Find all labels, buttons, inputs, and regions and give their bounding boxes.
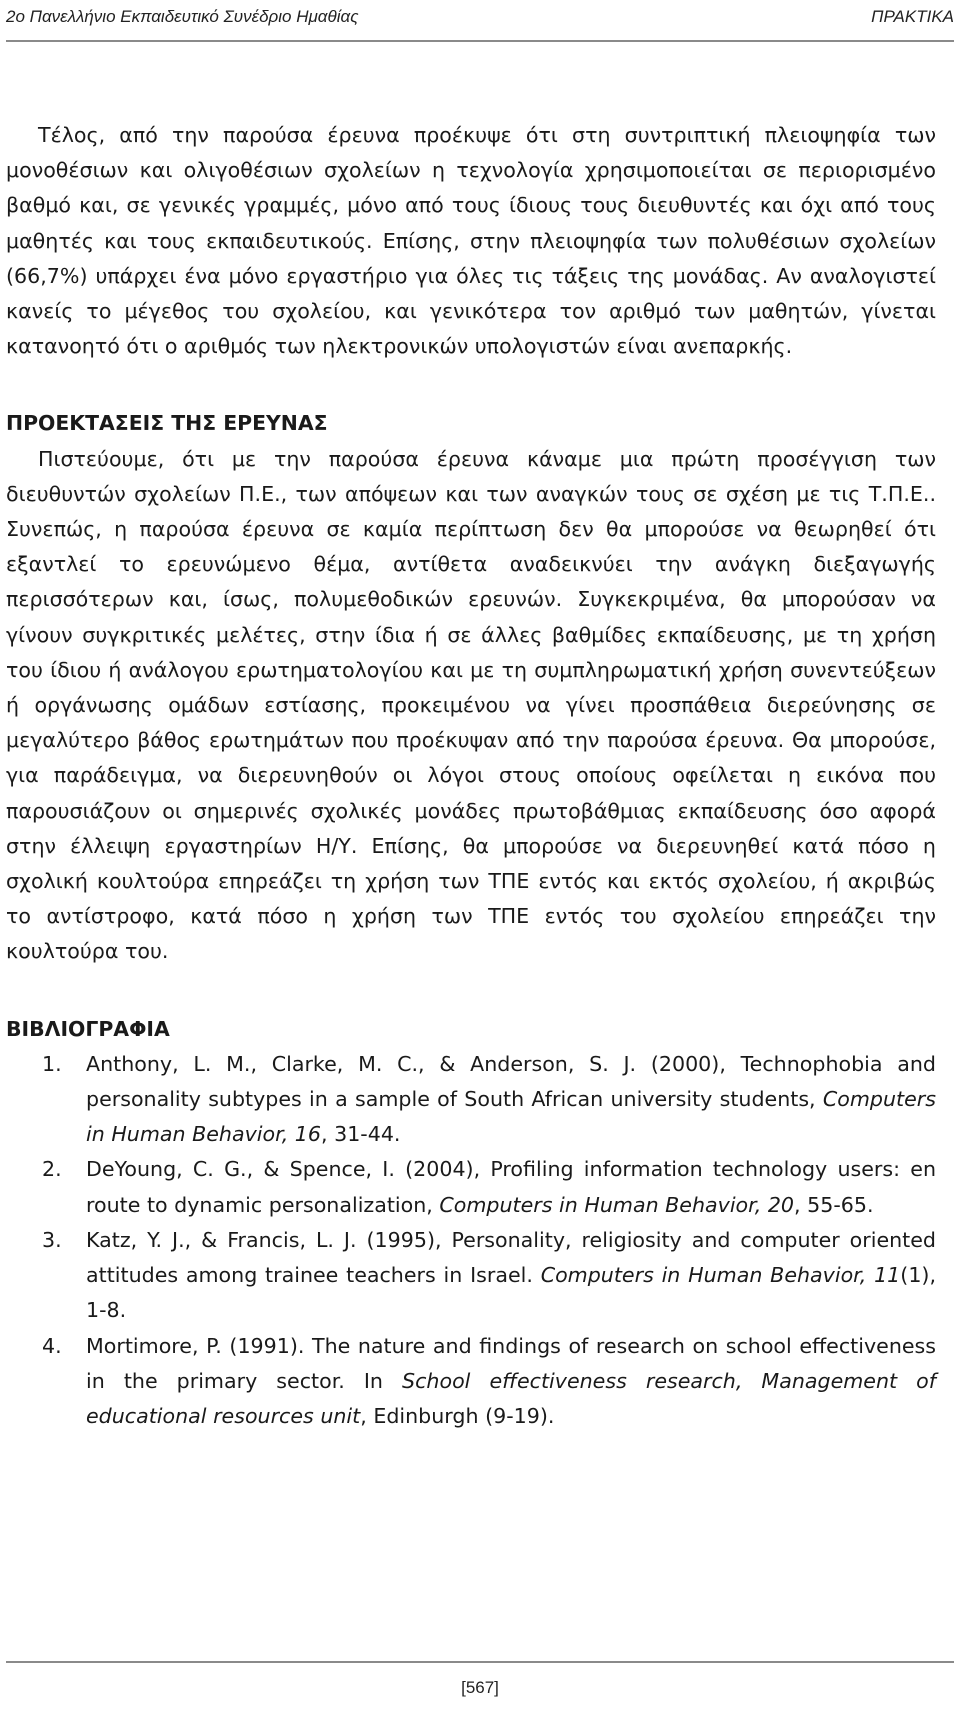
header-section-label: ΠΡΑΚΤΙΚΑ [871,7,954,26]
reference-text: Anthony, L. M., Clarke, M. C., & Anderson, S. J. (2000), Technophobia and personality subtypes in a sample of South African university students, [86,1051,936,1112]
conclusion-paragraph: Τέλος, από την παρούσα έρευνα προέκυψε ότι στη συντριπτική πλειοψηφία των μονοθέσιων και ολιγοθέσιων σχολείων η τεχνολογία χρησιμοποιείται σε περιορισμένο βαθμό και, σε γενικές γραμμές, μόνο από τους ίδιους τους διευθυντές και όχι από τους μαθητές και τους εκπαιδευτικούς. Επίσης, στην πλειοψηφία των πολυθέσιων σχολείων (66,7%) υπάρχει ένα μόνο εργαστήριο για όλες τις τάξεις της μονάδας. Αν αναλογιστεί κανείς το μέγεθος του σχολείου, και γενικότερα τον αριθμό των μαθητών, γίνεται κατανοητό ότι ο αριθμός των ηλεκτρονικών υπολογιστών είναι ανεπαρκής. [6,123,936,359]
extensions-paragraph: Πιστεύουμε, ότι με την παρούσα έρευνα κάναμε μια πρώτη προσέγγιση των διευθυντών σχολείων Π.Ε., των απόψεων και των αναγκών τους σε σχέση με τις Τ.Π.Ε.. Συνεπώς, η παρούσα έρευνα σε καμία περίπτωση δεν θα μπορούσε να θεωρηθεί ότι εξαντλεί το ερευνώμενο θέμα, αντίθετα αναδεικνύει την ανάγκη διεξαγωγής περισσότερων και, ίσως, πολυμεθοδικών ερευνών. Συγκεκριμένα, θα μπορούσαν να γίνουν συγκριτικές μελέτες, στην ίδια ή σε άλλες βαθμίδες εκπαίδευσης, με τη χρήση του ίδιου ή ανάλογου ερωτηματολογίου και με τη συμπληρωματική χρήση συνεντεύξεων ή οργάνωσης ομάδων εστίασης, προκειμένου να γίνει προσπάθεια διερεύνησης σε μεγαλύτερο βάθος ερωτημάτων που προέκυψαν από την παρούσα έρευνα. Θα μπορούσε, για παράδειγμα, να διερευνηθούν οι λόγοι στους οποίους οφείλεται η εικόνα που παρουσιάζουν οι σημερινές σχολικές μονάδες πρωτοβάθμιας εκπαίδευσης όσο αφορά στην έλλειψη εργαστηρίων Η/Υ. Επίσης, θα μπορούσε να διερευνηθεί κατά πόσο η σχολική κουλτούρα επηρεάζει τη χρήση των ΤΠΕ εντός και εκτός σχολείου, ή ακριβώς το αντίστροφο, κατά πόσο η χρήση των ΤΠΕ εντός του σχολείου επηρεάζει την κουλτούρα του. [6,446,936,964]
reference-text: Katz, Y. J., & Francis, L. J. (1995), Personality, religiosity and computer oriented attitudes among trainee teachers in Israel. [86,1227,936,1288]
reference-list [6,1047,936,1434]
reference-item [6,1152,936,1222]
reference-text: DeYoung, C. G., & Spence, I. (2004), Profiling information technology users: en route to dynamic personalization, [86,1157,936,1217]
reference-pages: (1), 1-8. [86,1263,936,1323]
reference-source: Computers in Human Behavior, 20 [439,1192,795,1217]
reference-pages: , 31-44. [321,1122,401,1147]
footer-divider [6,1661,954,1663]
page-number: [567] [461,1678,499,1697]
reference-text: Mortimore, P. (1991). The nature and findings of research on school effectiveness in the primary sector. In [86,1333,936,1393]
reference-number: 3. [42,1227,62,1252]
reference-pages: , Edinburgh (9-19). [360,1403,555,1428]
page-header [6,0,954,34]
reference-number: 1. [42,1051,62,1076]
page-content [6,118,936,1434]
reference-item [6,1329,936,1435]
section-heading-extensions: ΠΡΟΕΚΤΑΣΕΙΣ ΤΗΣ ΕΡΕΥΝΑΣ [6,411,328,436]
reference-source: Computers in Human Behavior, 11 [540,1263,901,1288]
reference-number: 2. [42,1157,62,1182]
header-divider [6,40,954,42]
reference-pages: , 55-65. [794,1192,874,1217]
reference-number: 4. [42,1333,62,1358]
reference-item [6,1223,936,1329]
reference-source: Computers in Human Behavior, 16 [86,1087,936,1147]
section-heading-bibliography: ΒΙΒΛΙΟΓΡΑΦΙΑ [6,1016,170,1041]
header-conference-title: 2ο Πανελλήνιο Εκπαιδευτικό Συνέδριο Ημαθίας [6,7,359,26]
reference-item [6,1047,936,1153]
reference-source: School effectiveness research, Management of educational resources unit [86,1368,936,1428]
